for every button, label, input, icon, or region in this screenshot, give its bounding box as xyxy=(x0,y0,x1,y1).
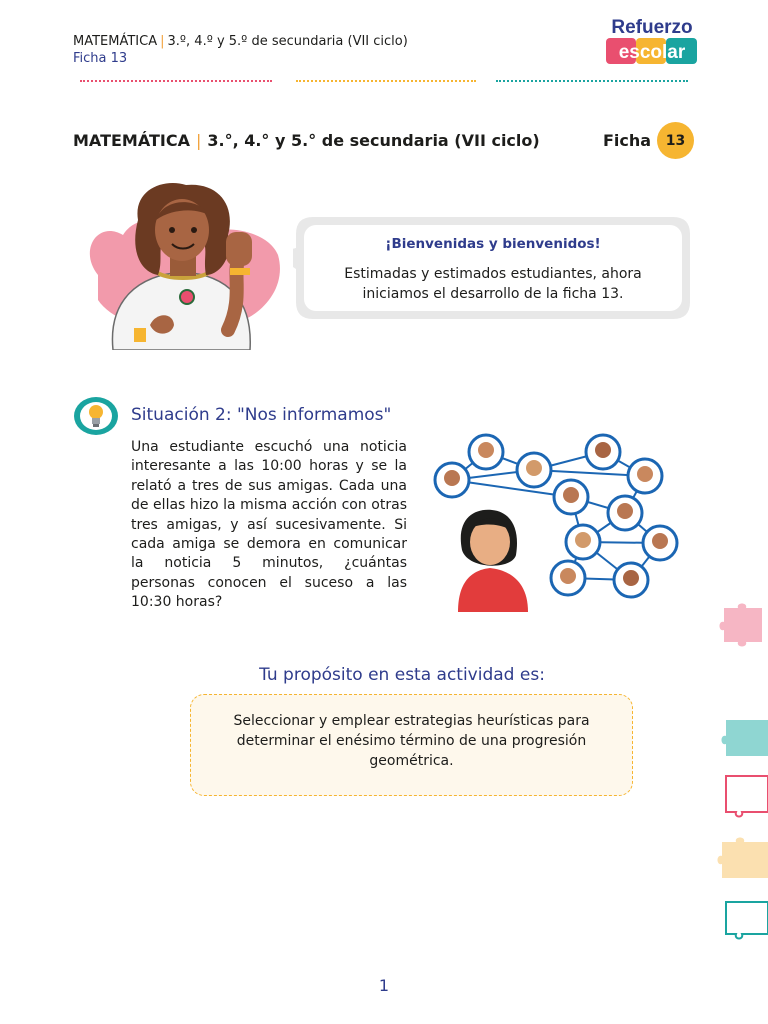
dotted-divider-yellow xyxy=(296,80,476,86)
ficha-label: Ficha xyxy=(603,131,652,150)
situation-text: Una estudiante escuchó una noticia interesante a las 10:00 horas y se la relató a tres de sus amigas. Cada una de ellas hizo la misma acción con otras tres amigas, y así sucesivamente. Si cada amiga se demora en comunicar la noticia 5 minutos, ¿cuántas personas conocen el suceso a las 10:30 horas? xyxy=(131,439,407,611)
welcome-text: Estimadas y estimados estudiantes, ahora iniciamos el desarrollo de la ficha 13. xyxy=(344,266,642,302)
title-grades: 3.°, 4.° y 5.° de secundaria (VII ciclo) xyxy=(207,131,540,150)
purpose-title: Tu propósito en esta actividad es: xyxy=(259,665,545,685)
header-subject-line xyxy=(73,34,408,49)
title-subject: MATEMÁTICA xyxy=(73,131,190,150)
header-grades: 3.º, 4.º y 5.º de secundaria (VII ciclo) xyxy=(167,34,408,49)
puzzle-piece-teal-icon xyxy=(716,712,768,764)
welcome-title: ¡Bienvenidas y bienvenidos! xyxy=(385,236,601,252)
logo-line2: escolar xyxy=(618,42,686,63)
header-subject: MATEMÁTICA xyxy=(73,34,158,49)
waving-student-illustration xyxy=(78,180,288,350)
header-ficha: Ficha 13 xyxy=(73,51,128,66)
lightbulb-icon xyxy=(73,395,121,437)
logo-line1: Refuerzo xyxy=(611,17,693,38)
purpose-text: Seleccionar y emplear estrategias heurísticas para determinar el enésimo término de una progresión geométrica. xyxy=(233,713,590,769)
refuerzo-escolar-logo xyxy=(604,16,700,70)
title-separator: | xyxy=(195,131,202,150)
puzzle-piece-outline-pink-icon xyxy=(716,770,768,822)
page-number: 1 xyxy=(378,976,390,995)
header-separator: | xyxy=(160,34,165,49)
puzzle-piece-yellow-icon xyxy=(716,834,768,886)
puzzle-piece-outline-teal-icon xyxy=(716,896,768,948)
page-title xyxy=(73,131,540,150)
dotted-divider-pink xyxy=(80,80,272,86)
ficha-number-badge: 13 xyxy=(657,122,694,159)
puzzle-piece-pink-icon xyxy=(716,600,768,652)
dotted-divider-teal xyxy=(496,80,688,86)
situation-title: Situación 2: "Nos informamos" xyxy=(131,405,392,425)
people-network-illustration xyxy=(428,430,680,612)
